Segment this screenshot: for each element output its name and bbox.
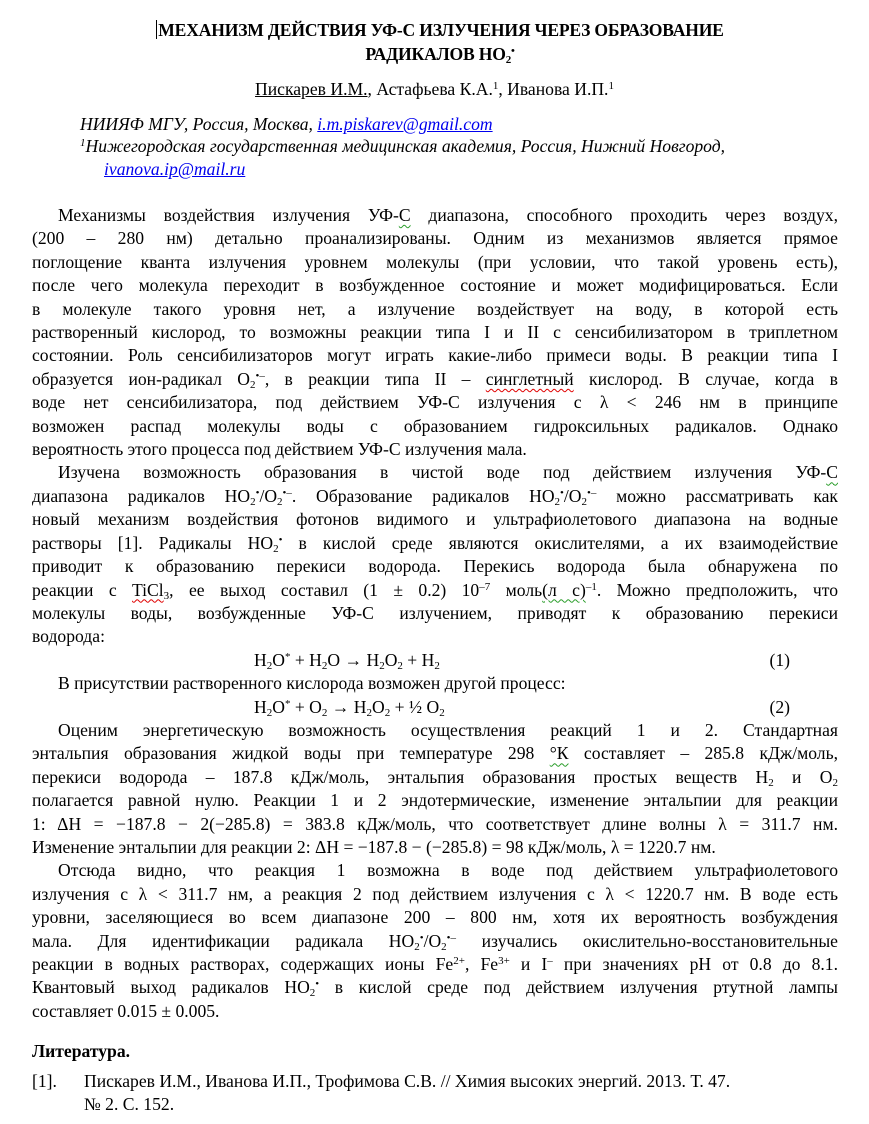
text: в кислой среде под действием излучения ртутной лампы <box>319 977 838 998</box>
text-line: приводит к образованию перекиси водорода. Перекись водорода была обнаружена по <box>32 556 838 577</box>
subscript: 2 <box>366 706 372 719</box>
text-line <box>32 976 838 999</box>
text: O <box>371 696 385 717</box>
text: Механизмы воздействия излучения УФ- <box>58 205 399 225</box>
superscript: • <box>560 486 564 499</box>
arrow-icon: → <box>331 696 350 717</box>
text: , ее выход составил (1 ± 0.2) 10 <box>169 579 480 600</box>
subscript: 2 <box>439 706 445 719</box>
superscript: •– <box>255 369 265 382</box>
text: + H <box>290 649 322 670</box>
text: образуется ион-радикал О <box>32 368 250 389</box>
text-line: полагается равной нулю. Реакции 1 и 2 эндотермические, изменение энтальпии для реакции <box>32 790 838 811</box>
affiliation-marker: 1 <box>80 137 86 149</box>
text: Квантовый выход радикалов НО <box>32 977 310 998</box>
title-line-2 <box>60 42 820 66</box>
text-line: возможен распад молекулы воды с образованием гидроксильных радикалов. Однако <box>32 415 838 436</box>
text: изучались окислительно-восстановительные <box>456 930 838 951</box>
spellcheck-mark: синглетный <box>485 368 574 389</box>
affiliation-2-email <box>104 158 864 180</box>
text: , в реакции типа II – <box>264 368 486 389</box>
text: моль <box>490 579 543 600</box>
literature-heading: Литература. <box>32 1041 131 1061</box>
text-line <box>32 930 838 953</box>
text-line: излучения с λ < 311.7 нм, а реакция 2 под действием излучения с λ < 1220.7 нм. В воде есть <box>32 883 838 904</box>
equation-formula <box>254 696 445 719</box>
arrow-icon: → <box>344 649 363 670</box>
text-line: новый механизм воздействия фотонов видимого и ультрафиолетового диапазона на водные <box>32 509 838 530</box>
text-line: уровни, заселяющиеся во всем диапазоне 200 – 800 нм, хотя их вероятность возбуждения <box>32 907 838 928</box>
text: O <box>384 649 398 670</box>
author-name: , Астафьева К.А. <box>367 79 493 99</box>
affiliation-text: Нижегородская государственная медицинская академия, Россия, Нижний Новгород, <box>85 136 726 156</box>
subscript: 2 <box>397 659 403 672</box>
text-line: 1: ΔH = −187.8 − 2(−285.8) = 383.8 кДж/моль, что соответствует длине волны λ = 311.7 нм. <box>32 813 838 834</box>
spellcheck-mark: °К <box>549 743 569 764</box>
text: кислород. В случае, когда в <box>573 368 838 389</box>
subscript: 2 <box>554 495 561 508</box>
text-line: поглощение кванта излучения уровнем молекулы (при условии, что такой уровень есть), <box>32 251 838 272</box>
subscript: 2 <box>273 542 279 555</box>
affiliation-2 <box>80 135 840 157</box>
equation-formula <box>254 649 440 672</box>
text: H <box>349 696 367 717</box>
subscript: 2 <box>321 706 328 719</box>
author-name: , Иванова И.П. <box>498 79 609 99</box>
text-line <box>32 766 838 789</box>
superscript: * <box>284 650 291 663</box>
text-line: составляет 0.015 ± 0.005. <box>32 1000 220 1021</box>
subscript: 2 <box>414 940 420 953</box>
spellcheck-mark: (л с) <box>542 579 586 600</box>
text: . Образование радикалов НО <box>291 485 555 506</box>
text: Изучена возможность образования в чистой воде под действием излучения УФ- <box>58 462 827 483</box>
text: . Можно предположить, что <box>596 579 838 600</box>
text: H <box>254 649 267 670</box>
superscript: – <box>547 954 553 967</box>
affiliation-marker: 1 <box>492 80 499 92</box>
text-line <box>32 953 838 976</box>
text-line: после чего молекула переходит в возбужденное состояние и может модифицироваться. Если <box>32 275 838 296</box>
text-line <box>32 485 838 508</box>
superscript: • <box>255 486 260 499</box>
text: мала. Для идентификации радикала НО <box>32 930 415 951</box>
text: и I <box>509 953 548 974</box>
text-line: воде нет сенсибилизатора, под действием УФ-С излучения с λ < 246 нм в принципе <box>32 392 838 413</box>
subscript: 3 <box>163 589 170 602</box>
superscript: • <box>419 931 424 944</box>
email-link[interactable]: i.m.piskarev@gmail.com <box>317 114 493 134</box>
text: перекиси водорода – 187.8 кДж/моль, энтальпия образования простых веществ Н <box>32 766 769 787</box>
superscript: •– <box>446 931 457 944</box>
text: H <box>254 696 267 717</box>
text: H <box>362 649 380 670</box>
paragraph-3 <box>32 719 838 859</box>
text-line: вероятность этого процесса под действием УФ-С излучения мала. <box>32 439 527 460</box>
subscript: 2 <box>277 495 283 508</box>
text-line: состоянии. Роль сенсибилизаторов могут играть какие-либо примеси воды. В реакции типа I <box>32 345 838 366</box>
subscript: 2 <box>441 940 447 953</box>
reference-text: Пискарев И.М., Иванова И.П., Трофимова С.В. // Химия высоких энергий. 2013. Т. 47. <box>84 1071 731 1091</box>
text: TiCl <box>132 579 164 600</box>
text-line: Отсюда видно, что реакция 1 возможна в воде под действием ультрафиолетового <box>58 860 838 881</box>
superscript: 3+ <box>498 954 510 967</box>
affiliation-1 <box>80 113 840 135</box>
text: в кислой среде являются окислителями, а их взаимодействие <box>282 532 839 553</box>
text: , Fe <box>464 953 499 974</box>
text: O <box>272 649 285 670</box>
equation-1 <box>32 649 838 672</box>
text-line <box>32 461 838 484</box>
text: + H <box>402 649 435 670</box>
text-line: водорода: <box>32 626 105 647</box>
text-line: Изменение энтальпии для реакции 2: ΔH = −187.8 − (−285.8) = 98 кДж/моль, λ = 1220.7 нм. <box>32 836 716 857</box>
subscript: 2 <box>379 659 385 672</box>
text: диапазона, способного проходить через воздух, <box>410 205 838 225</box>
superscript: • <box>315 978 320 991</box>
superscript: 2+ <box>453 954 465 967</box>
text-line <box>32 368 838 391</box>
affiliation-text: НИИЯФ МГУ, Россия, Москва, <box>80 114 318 134</box>
paragraph-4 <box>32 859 838 1023</box>
email-link[interactable]: ivanova.ip@mail.ru <box>104 159 246 179</box>
text-line <box>32 579 838 602</box>
equation-2 <box>32 696 838 719</box>
superscript: • <box>278 533 283 546</box>
text: O <box>327 649 345 670</box>
subscript: 2 <box>266 659 273 672</box>
text: растворы [1]. Радикалы НО <box>32 532 274 553</box>
text: диапазона радикалов НО <box>32 485 251 506</box>
text-line: Оценим энергетическую возможность осуществления реакций 1 и 2. Стандартная <box>58 719 838 740</box>
reference-text: № 2. С. 152. <box>84 1094 175 1115</box>
subscript: 2 <box>249 378 256 391</box>
title-text: МЕХАНИЗМ ДЕЙСТВИЯ УФ-С ИЗЛУЧЕНИЯ ЧЕРЕЗ ОБРАЗОВАНИЕ <box>158 20 724 40</box>
text: /О <box>423 930 442 951</box>
text: реакции с <box>32 579 133 600</box>
text: и О <box>773 766 833 787</box>
article-body <box>32 204 838 1023</box>
author-name: Пискарев И.М. <box>255 79 368 99</box>
text: + ½ O <box>390 696 440 717</box>
subscript: 2 <box>434 659 440 672</box>
subscript: 2 <box>384 706 391 719</box>
subscript: 2 <box>266 706 273 719</box>
affiliation-marker: 1 <box>608 80 614 92</box>
article-title <box>60 18 820 66</box>
paragraph-1 <box>32 204 838 461</box>
equation-number: (2) <box>769 696 790 717</box>
text: реакции в водных растворах, содержащих ионы Fe <box>32 953 454 974</box>
spellcheck-mark: С <box>826 462 838 483</box>
subscript: 2 <box>832 776 838 789</box>
text-line: молекулы воды, возбужденные УФ-С излучением, приводят к образованию перекиси <box>32 602 838 623</box>
subscript: 2 <box>505 54 511 66</box>
subscript: 2 <box>581 495 587 508</box>
text: при значениях pH от 0.8 до 8.1. <box>552 953 838 974</box>
text: энтальпия образования жидкой воды при температуре 298 <box>32 743 550 764</box>
text-line <box>32 532 838 555</box>
text-line <box>32 204 838 227</box>
text: /О <box>563 485 582 506</box>
text-line: (200 – 280 нм) детально проанализированы. Одним из механизмов является прямое <box>32 228 838 249</box>
text: + O <box>290 696 322 717</box>
subscript: 2 <box>321 659 328 672</box>
subscript: 2 <box>309 987 316 1000</box>
text: составляет – 285.8 кДж/моль, <box>568 743 838 764</box>
superscript: •– <box>282 486 292 499</box>
superscript: • <box>511 45 515 57</box>
text-line: В присутствии растворенного кислорода возможен другой процесс: <box>58 673 566 694</box>
title-line-1 <box>60 18 820 42</box>
text: O <box>272 696 285 717</box>
text: можно рассматривать как <box>596 485 838 506</box>
superscript: * <box>284 697 291 710</box>
text-line <box>32 742 838 765</box>
spellcheck-mark: С <box>398 205 411 225</box>
spellcheck-mark <box>132 580 164 600</box>
subscript: 2 <box>250 495 256 508</box>
superscript: •– <box>586 486 597 499</box>
superscript: –7 <box>479 580 491 593</box>
author-list <box>0 78 869 100</box>
text-line: растворенный кислород, то возможны реакции типа I и II с сенсибилизатором в триплетном <box>32 322 838 343</box>
equation-number: (1) <box>769 649 790 670</box>
text-line: в молекуле такого уровня нет, а излучение воздействует на воду, в которой есть <box>32 298 838 319</box>
subscript: 2 <box>768 776 774 789</box>
text: /О <box>259 485 278 506</box>
reference-number: [1]. <box>32 1071 57 1091</box>
title-text: РАДИКАЛОВ НО <box>365 44 506 64</box>
paragraph-2 <box>32 461 838 648</box>
superscript: –1 <box>585 580 597 593</box>
